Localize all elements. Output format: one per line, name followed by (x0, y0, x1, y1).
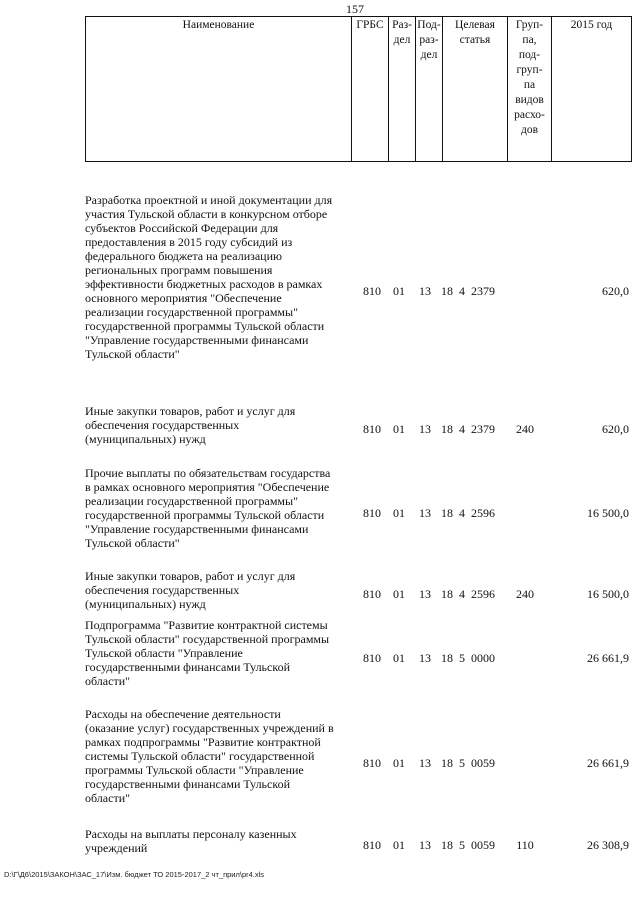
row-celevaya: 18 5 0000 (441, 651, 495, 665)
row-celevaya: 18 4 2596 (441, 587, 495, 601)
row-podrazdel: 13 (419, 284, 431, 298)
row-sum: 16 500,0 (587, 587, 629, 601)
page-number: 157 (346, 2, 364, 16)
file-path-footer: D:\Г\Д6\2015\ЗАКОН\ЗАС_17\Изм. бюджет ТО 2015-2017_2 чт_прил\pr4.xls (4, 870, 265, 879)
row-sum: 26 661,9 (587, 756, 629, 770)
row-sum: 26 308,9 (587, 838, 629, 852)
row-razdel: 01 (393, 756, 405, 770)
row-celevaya: 18 4 2596 (441, 506, 495, 520)
column-vid-rashodov: Груп- па, под- груп- па видов расхо- дов (508, 17, 552, 162)
row-sum: 16 500,0 (587, 506, 629, 520)
column-podrazdel: Под- раз- дел (416, 17, 443, 162)
row-celevaya: 18 5 0059 (441, 756, 495, 770)
row-razdel: 01 (393, 284, 405, 298)
row-podrazdel: 13 (419, 506, 431, 520)
row-podrazdel: 13 (419, 756, 431, 770)
row-celevaya: 18 4 2379 (441, 284, 495, 298)
row-grbs: 810 (363, 838, 381, 852)
row-razdel: 01 (393, 838, 405, 852)
column-name: Наименование (86, 17, 352, 162)
row-name: Расходы на выплаты персоналу казенных учреждений (85, 827, 297, 855)
row-grbs: 810 (363, 506, 381, 520)
row-vid: 240 (516, 587, 534, 601)
row-grbs: 810 (363, 422, 381, 436)
row-sum: 26 661,9 (587, 651, 629, 665)
row-sum: 620,0 (602, 422, 629, 436)
row-grbs: 810 (363, 284, 381, 298)
column-header-table (85, 16, 632, 162)
row-podrazdel: 13 (419, 587, 431, 601)
row-razdel: 01 (393, 587, 405, 601)
row-name: Разработка проектной и иной документации для участия Тульской области в конкурсном отборе субъектов Российской Федерации для предоставления в 2015 году субсидий из федерального бюджета на реализацию региональных программ повышения эффективности бюджетных расходов в рамках основного мероприятия "Обеспечение реализации государственной программы" государственной программы Тульской области "Управление государственными финансами Тульской области" (85, 193, 333, 361)
row-razdel: 01 (393, 651, 405, 665)
row-sum: 620,0 (602, 284, 629, 298)
column-grbs: ГРБС (352, 17, 389, 162)
row-celevaya: 18 5 0059 (441, 838, 495, 852)
row-razdel: 01 (393, 422, 405, 436)
row-vid: 240 (516, 422, 534, 436)
row-podrazdel: 13 (419, 422, 431, 436)
column-celevaya: Целевая статья (443, 17, 508, 162)
row-name: Иные закупки товаров, работ и услуг для обеспечения государственных (муниципальных) нужд (85, 569, 296, 611)
row-grbs: 810 (363, 651, 381, 665)
row-grbs: 810 (363, 756, 381, 770)
row-vid: 110 (516, 838, 534, 852)
column-razdel: Раз- дел (389, 17, 416, 162)
row-name: Расходы на обеспечение деятельности (оказание услуг) государственных учреждений в рамках подпрограммы "Развитие контрактной системы Тульской области" государственной программы Тульской области "Управление государственными финансами Тульской области" (85, 707, 334, 805)
column-year: 2015 год (552, 17, 632, 162)
row-podrazdel: 13 (419, 838, 431, 852)
row-name: Иные закупки товаров, работ и услуг для обеспечения государственных (муниципальных) нужд (85, 404, 296, 446)
row-podrazdel: 13 (419, 651, 431, 665)
row-name: Подпрограмма "Развитие контрактной системы Тульской области" государственной программы Тульской области "Управление государственными финансами Тульской области" (85, 618, 330, 688)
row-celevaya: 18 4 2379 (441, 422, 495, 436)
row-grbs: 810 (363, 587, 381, 601)
row-razdel: 01 (393, 506, 405, 520)
row-name: Прочие выплаты по обязательствам государства в рамках основного мероприятия "Обеспечение реализации государственной программы" государственной программы Тульской области "Управление государственными финансами Тульской области" (85, 466, 331, 550)
